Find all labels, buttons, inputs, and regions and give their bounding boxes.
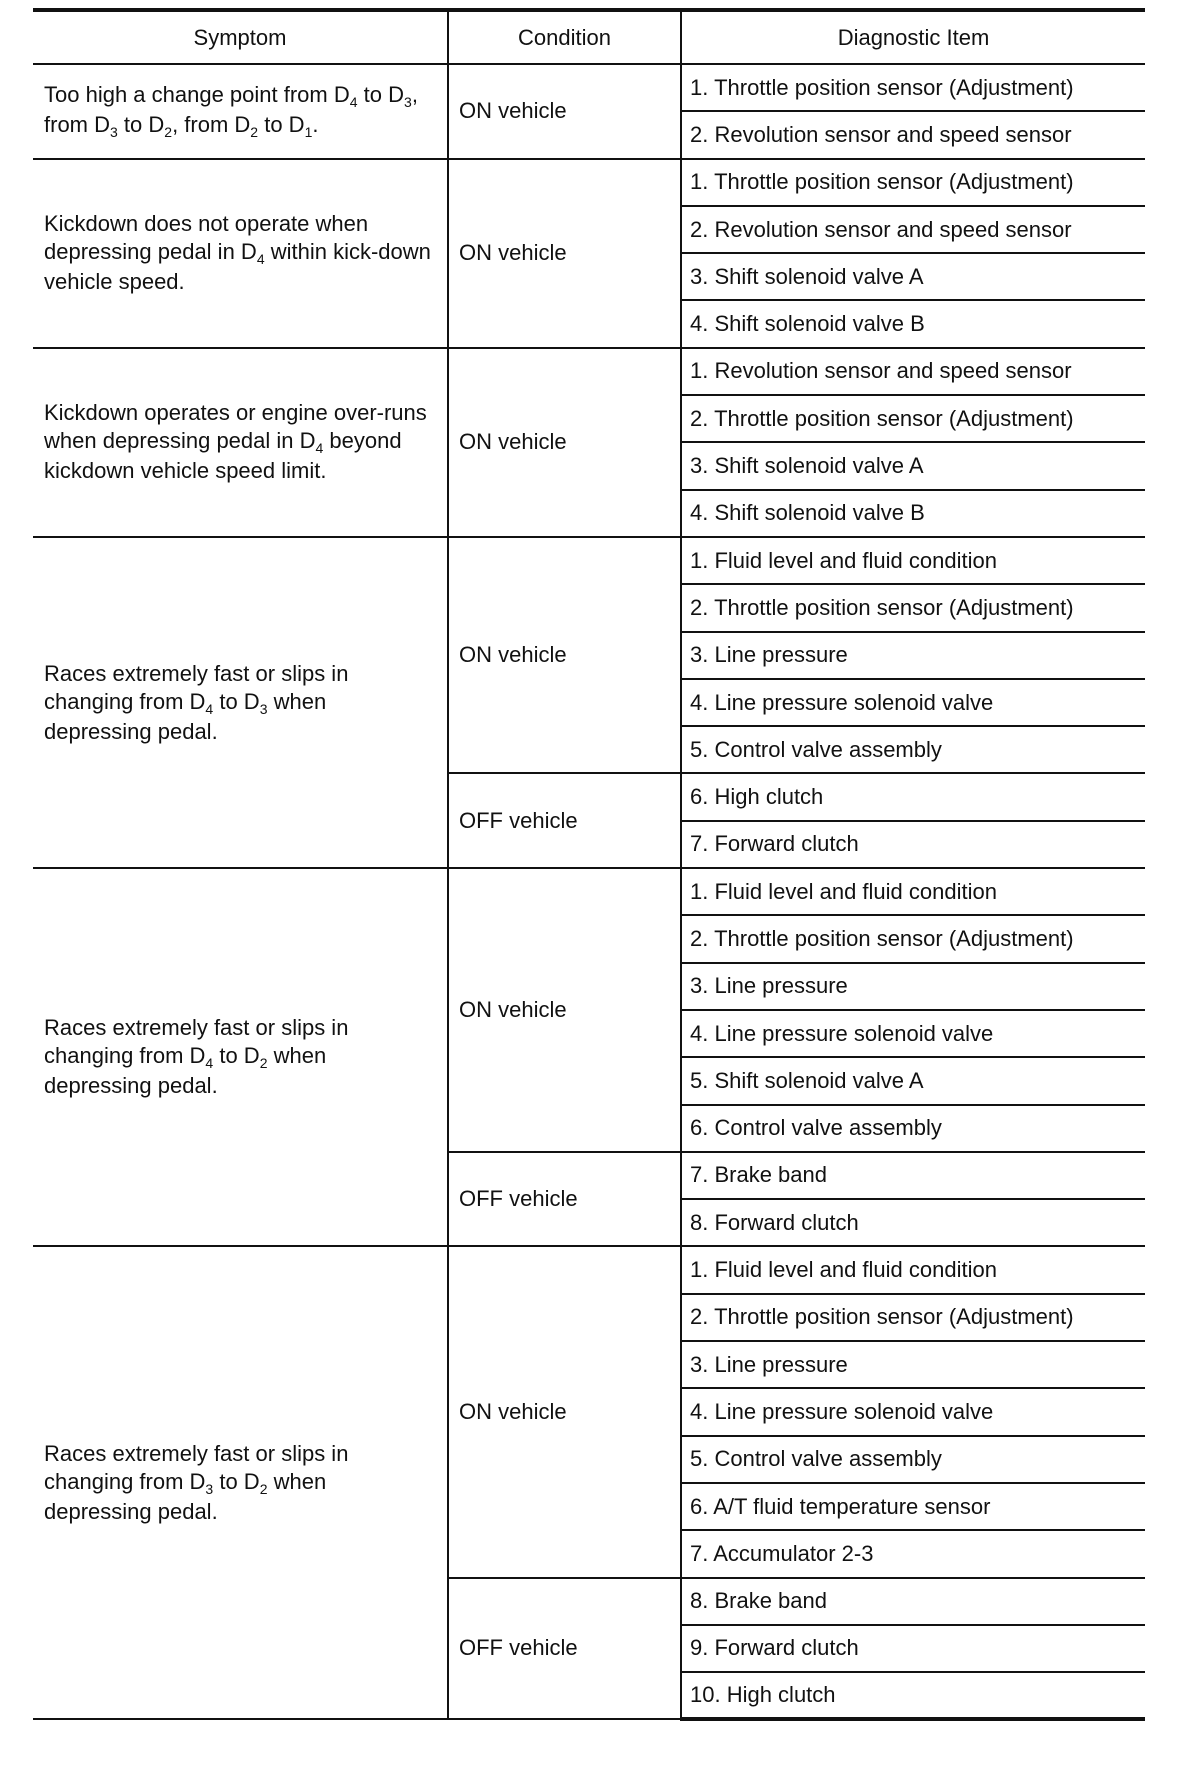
table-row — [33, 1246, 1145, 1293]
diagnostic-item-cell: 6. Control valve assembly — [681, 1105, 1145, 1152]
diagnostic-item-cell: 5. Control valve assembly — [681, 1436, 1145, 1483]
table-row — [33, 348, 1145, 395]
diagnostic-item-cell: 1. Fluid level and fluid condition — [681, 537, 1145, 584]
diagnostic-item-cell: 8. Forward clutch — [681, 1199, 1145, 1246]
diagnostic-item-cell: 4. Shift solenoid valve B — [681, 300, 1145, 347]
diagnostic-item-cell: 3. Line pressure — [681, 963, 1145, 1010]
diagnostic-item-cell: 8. Brake band — [681, 1578, 1145, 1625]
table-row — [33, 537, 1145, 584]
symptom-cell: Races extremely fast or slips in changing from $D_3$ to $D_2$ when depressing pedal. — [33, 1246, 448, 1719]
diagnostic-table — [33, 8, 1145, 1721]
diagnostic-item-cell: 4. Line pressure solenoid valve — [681, 1010, 1145, 1057]
diagnostic-item-cell: 2. Revolution sensor and speed sensor — [681, 111, 1145, 158]
diagnostic-item-cell: 4. Line pressure solenoid valve — [681, 679, 1145, 726]
table-row — [33, 868, 1145, 915]
diagnostic-item-cell: 6. A/T fluid temperature sensor — [681, 1483, 1145, 1530]
symptom-cell: Kickdown does not operate when depressing pedal in $D_4$ within kick-down vehicle speed. — [33, 159, 448, 348]
diagnostic-item-cell: 5. Shift solenoid valve A — [681, 1057, 1145, 1104]
diagnostic-item-cell: 1. Throttle position sensor (Adjustment) — [681, 159, 1145, 206]
diagnostic-item-cell: 2. Throttle position sensor (Adjustment) — [681, 1294, 1145, 1341]
symptom-cell: Races extremely fast or slips in changing from $D_4$ to $D_2$ when depressing pedal. — [33, 868, 448, 1246]
header-diagnostic-item: Diagnostic Item — [681, 10, 1145, 64]
diagnostic-item-cell: 2. Throttle position sensor (Adjustment) — [681, 915, 1145, 962]
diagnostic-item-cell: 2. Throttle position sensor (Adjustment) — [681, 395, 1145, 442]
condition-cell: OFF vehicle — [448, 1152, 681, 1247]
condition-cell: ON vehicle — [448, 1246, 681, 1577]
condition-cell: ON vehicle — [448, 537, 681, 773]
diagnostic-item-cell: 3. Shift solenoid valve A — [681, 442, 1145, 489]
diagnostic-item-cell: 1. Revolution sensor and speed sensor — [681, 348, 1145, 395]
header-condition: Condition — [448, 10, 681, 64]
condition-cell: OFF vehicle — [448, 1578, 681, 1720]
diagnostic-item-cell: 4. Shift solenoid valve B — [681, 490, 1145, 537]
diagnostic-item-cell: 7. Accumulator 2-3 — [681, 1530, 1145, 1577]
symptom-cell: Kickdown operates or engine over-runs when depressing pedal in $D_4$ beyond kickdown vehicle speed limit. — [33, 348, 448, 537]
diagnostic-item-cell: 3. Line pressure — [681, 632, 1145, 679]
diagnostic-item-cell: 6. High clutch — [681, 773, 1145, 820]
diagnostic-item-cell: 7. Forward clutch — [681, 821, 1145, 868]
diagnostic-item-cell: 1. Throttle position sensor (Adjustment) — [681, 64, 1145, 111]
table-header-row — [33, 10, 1145, 64]
condition-cell: OFF vehicle — [448, 773, 681, 868]
table-body — [33, 64, 1145, 1719]
diagnostic-item-cell: 1. Fluid level and fluid condition — [681, 1246, 1145, 1293]
diagnostic-item-cell: 3. Line pressure — [681, 1341, 1145, 1388]
diagnostic-item-cell: 2. Revolution sensor and speed sensor — [681, 206, 1145, 253]
diagnostic-item-cell: 4. Line pressure solenoid valve — [681, 1388, 1145, 1435]
condition-cell: ON vehicle — [448, 159, 681, 348]
condition-cell: ON vehicle — [448, 64, 681, 159]
condition-cell: ON vehicle — [448, 868, 681, 1152]
diagnostic-item-cell: 5. Control valve assembly — [681, 726, 1145, 773]
table-row — [33, 64, 1145, 111]
diagnostic-item-cell: 3. Shift solenoid valve A — [681, 253, 1145, 300]
table-row — [33, 159, 1145, 206]
diagnostic-item-cell: 10. High clutch — [681, 1672, 1145, 1719]
diagnostic-item-cell: 7. Brake band — [681, 1152, 1145, 1199]
diagnostic-item-cell: 2. Throttle position sensor (Adjustment) — [681, 584, 1145, 631]
diagnostic-item-cell: 1. Fluid level and fluid condition — [681, 868, 1145, 915]
header-symptom: Symptom — [33, 10, 448, 64]
symptom-cell: Races extremely fast or slips in changing from $D_4$ to $D_3$ when depressing pedal. — [33, 537, 448, 868]
condition-cell: ON vehicle — [448, 348, 681, 537]
diagnostic-item-cell: 9. Forward clutch — [681, 1625, 1145, 1672]
symptom-cell: Too high a change point from $D_4$ to $D_3$, from $D_3$ to $D_2$, from $D_2$ to $D_1$. — [33, 64, 448, 159]
